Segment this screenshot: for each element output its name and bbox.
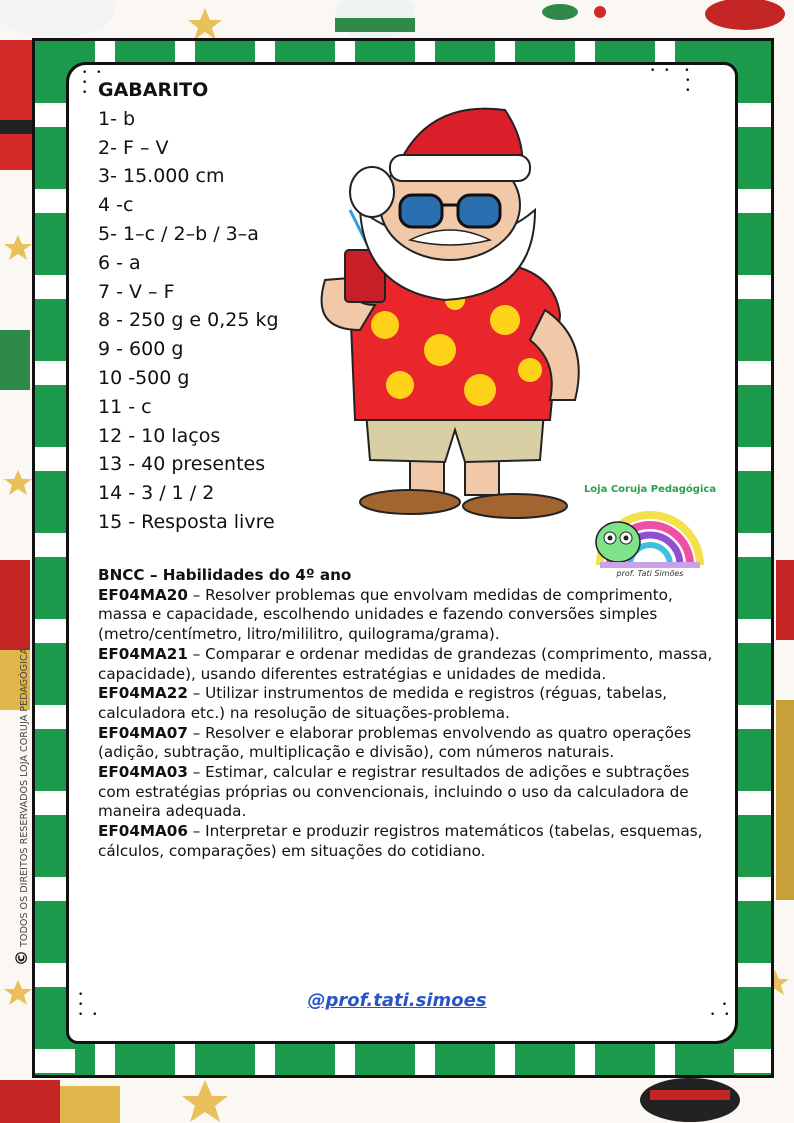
logo-name: Loja Coruja Pedagógica: [583, 484, 717, 495]
skill-text: – Utilizar instrumentos de medida e registros (réguas, tabelas, calculadora etc.) na resolução de situações-problema.: [98, 684, 668, 722]
skill-text: – Estimar, calcular e registrar resultados de adições e subtrações com estratégias próprias ou convencionais, incluindo o uso da calculadora de maneira adequada.: [98, 763, 690, 821]
bncc-heading: BNCC – Habilidades do 4º ano: [98, 566, 352, 584]
answer-item: 1- b: [98, 107, 136, 130]
decorative-dots: • • •: [710, 1000, 733, 1020]
bncc-section: [98, 566, 713, 862]
answer-item: 2- F – V: [98, 136, 169, 159]
skill-text: – Resolver problemas que envolvam medidas de comprimento, massa e capacidade, escolhendo unidades e fazendo conversões simples (metro/centímetro, litro/mililitro, quilograma/grama).: [98, 585, 673, 644]
skill-code: EF04MA20: [98, 585, 188, 604]
skill-code: EF04MA03: [98, 763, 188, 782]
answer-item: 15 - Resposta livre: [98, 510, 275, 533]
answer-item: 6 - a: [98, 251, 141, 274]
answer-item: 3- 15.000 cm: [98, 165, 225, 188]
decorative-dots: • • • •: [78, 990, 101, 1020]
answer-item: 7 - V – F: [98, 280, 175, 303]
skill-code: EF04MA06: [98, 822, 188, 841]
copyright-text: TODOS OS DIREITOS RESERVADOS LOJA CORUJA PEDAGÓGICA: [19, 647, 30, 947]
copyright-notice: [12, 648, 31, 966]
skill-code: EF04MA22: [98, 684, 188, 703]
loja-coruja-logo: [580, 470, 720, 580]
answer-key-title: GABARITO: [98, 79, 209, 101]
bncc-skill: [98, 645, 713, 684]
skill-code: EF04MA07: [98, 723, 188, 742]
logo-signature: prof. Tati Simões: [616, 569, 684, 578]
summer-santa-illustration: [290, 100, 610, 530]
answer-item: 12 - 10 laços: [98, 424, 221, 447]
decorative-dots: • • • • •: [650, 66, 694, 96]
answer-item: 9 - 600 g: [98, 338, 184, 361]
skill-text: – Interpretar e produzir registros matemáticos (tabelas, esquemas, cálculos, comparações) em situações do cotidiano.: [98, 822, 703, 860]
bncc-skill: [98, 822, 713, 861]
answer-item: 11 - c: [98, 395, 152, 418]
bncc-skill: [98, 586, 713, 645]
answer-item: 8 - 250 g e 0,25 kg: [98, 309, 279, 332]
bncc-skill: [98, 724, 713, 763]
skill-text: – Resolver e elaborar problemas envolvendo as quatro operações (adição, subtração, multiplicação e divisão), com números naturais.: [98, 723, 692, 762]
instagram-handle-link[interactable]: @prof.tati.simoes: [307, 990, 487, 1011]
bncc-skill: [98, 763, 713, 822]
answer-item: 10 -500 g: [98, 366, 190, 389]
answer-item: 14 - 3 / 1 / 2: [98, 482, 215, 505]
skill-code: EF04MA21: [98, 644, 188, 663]
copyright-icon: ©: [12, 950, 31, 966]
answer-item: 4 -c: [98, 194, 134, 217]
bncc-skill: [98, 684, 713, 723]
answer-item: 5- 1–c / 2–b / 3–a: [98, 222, 259, 245]
decorative-dots: • • • •: [82, 68, 105, 98]
answer-item: 13 - 40 presentes: [98, 453, 266, 476]
skill-text: – Comparar e ordenar medidas de grandezas (comprimento, massa, capacidade), usando diferentes estratégias e unidades de medida.: [98, 644, 713, 683]
answer-key: [98, 76, 279, 537]
